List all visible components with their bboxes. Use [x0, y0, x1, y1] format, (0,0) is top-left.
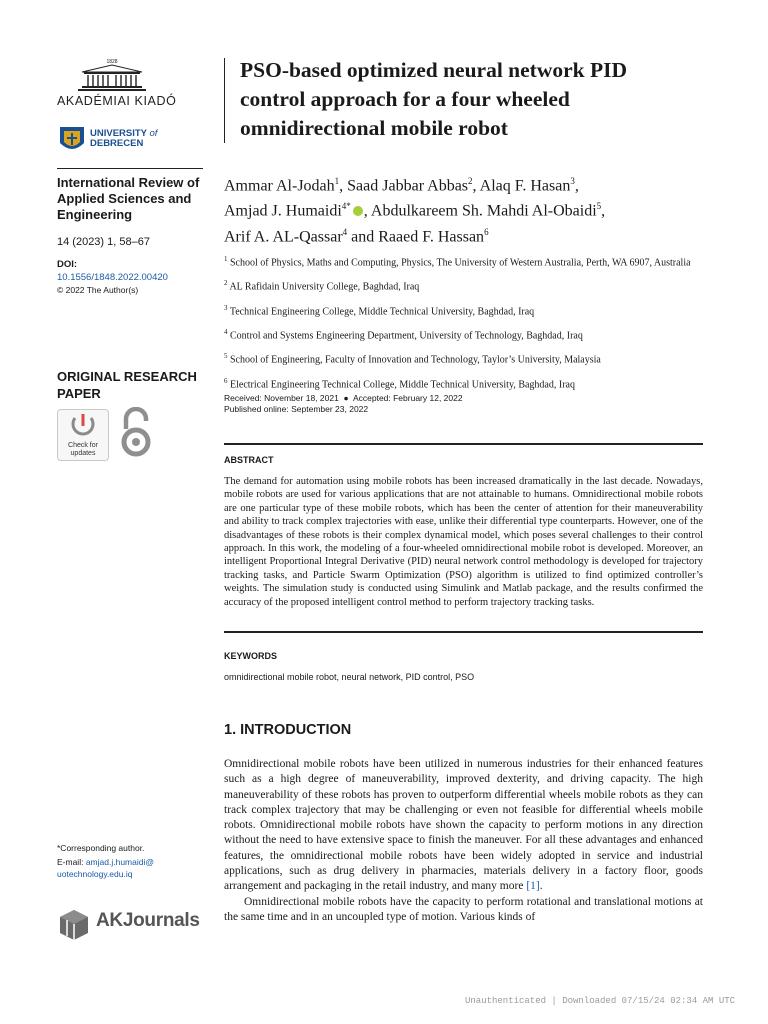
affiliation-item [224, 326, 704, 342]
author-name: Abdulkareem Sh. Mahdi Al-Obaidi [370, 202, 597, 220]
author-sup: 4* [341, 201, 351, 212]
affiliation-item [224, 277, 704, 293]
affiliation-text: School of Physics, Maths and Computing, Physics, The University of Western Australia, Perth, WA 6907, Australia [230, 257, 691, 269]
affiliation-item [224, 253, 704, 269]
journal-volume: 14 (2023) 1, 58–67 [57, 236, 150, 248]
affiliation-num: 4 [224, 327, 228, 336]
author-separator: , [339, 177, 348, 195]
article-dates: Received: November 18, 2021 ● Accepted: February 12, 2022 Published online: September 23, 2022 [224, 393, 694, 415]
publisher-name: AKADÉMIAI KIADÓ [57, 94, 177, 108]
affiliation-item [224, 375, 704, 391]
paper-title: PSO-based optimized neural network PID control approach for a four wheeled omnidirectional mobile robot [240, 58, 627, 140]
corresponding-author-label: *Corresponding author. [57, 843, 145, 853]
check-for-updates-badge[interactable] [57, 409, 109, 461]
author-list [224, 171, 694, 247]
open-access-icon [118, 407, 154, 459]
accepted-date: Accepted: February 12, 2022 [352, 393, 463, 403]
check-updates-line2: updates [70, 449, 96, 457]
affiliation-text: Electrical Engineering Technical College, Middle Technical University, Baghdad, Iraq [230, 378, 575, 390]
author-sup: 5 [596, 201, 602, 212]
paragraph: Omnidirectional mobile robots have been utilized in numerous industries for their enhanced features such as a high degree of maneuverability, improved dexterity, and driving capacity. The high maneuverability of these robots has proven to outperform differential wheels mobile robots as they can track complex trajectory that may be challenging or even not feasible for differential wheels mobile robots. Omnidirectional mobile robots have shown the capacity to perform motions in any direction without the need to have extensive space to finish the maneuver. For all these advantages and enhanced features, the omnidirectional mobile robots have been widely adopted in service and industrial applications, such as drug delivery in pharmacies, materials delivery in a factory floor, goods arrangement and packaging in the retail industry, and many more [1]. [224, 758, 703, 893]
author-name: Amjad J. Humaidi [224, 202, 342, 220]
author-separator: , [472, 177, 480, 195]
affiliation-num: 6 [224, 376, 228, 385]
abstract-text: The demand for automation using mobile robots has been increased dramatically in the last decade. Nowadays, mobile robots are used for various applications that are not attainable to humans. Omnidirectional mobile robots are one particular type of these mobile robots, which has been the center of attention for their maneuverability and ability to track complex trajectories with ease, unlike their differential type counterparts. However, one of the disadvantages of these robots is their complex dynamical model, which poses several challenges to their control approach. In this work, the modeling of a four-wheeled omnidirectional mobile robot is developed. Moreover, an intelligent Proportional Integral Derivative (PID) neural network control methodology is developed for trajectory tracking tasks, and Particle Swarm Optimization (PSO) algorithm is utilized to find optimized controller’s weights. The simulation study is conducted using Simulink and Matlab package, and the results confirmed the accuracy of the proposed intelligent control method to perform trajectory tracking tasks. [224, 476, 703, 608]
check-updates-line1: Check for [68, 442, 98, 449]
email-link-part2[interactable]: uotechnology.edu.iq [57, 869, 133, 879]
introduction-body [224, 757, 703, 925]
doi-label: DOI: [57, 259, 78, 270]
publisher-building-logo [60, 58, 164, 92]
publisher-year: 1828 [106, 59, 118, 65]
affiliation-text: AL Rafidain University College, Baghdad, Iraq [229, 281, 420, 293]
author-name: Saad Jabbar Abbas [347, 177, 469, 195]
check-updates-icon [58, 410, 108, 442]
affiliation-text: Control and Systems Engineering Department, University of Technology, Baghdad, Iraq [230, 330, 583, 342]
affiliation-num: 2 [224, 279, 228, 288]
university-name [90, 129, 157, 149]
affiliation-text: School of Engineering, Faculty of Innovation and Technology, Taylor’s University, Malaysia [230, 354, 601, 366]
copyright: © 2022 The Author(s) [57, 285, 139, 295]
keywords-list: omnidirectional mobile robot, neural network, PID control, PSO [224, 672, 475, 682]
orcid-icon[interactable] [353, 206, 363, 216]
author-name: Raaed F. Hassan [378, 227, 485, 245]
abstract-top-rule [224, 443, 703, 445]
affiliation-num: 1 [224, 255, 228, 263]
keywords-heading: KEYWORDS [224, 651, 278, 661]
author-name: Alaq F. Hasan [479, 177, 571, 195]
author-sup: 4 [342, 226, 348, 237]
author-separator: , [363, 202, 371, 220]
author-name: Ammar Al-Jodah [224, 177, 335, 195]
author-sup: 6 [484, 226, 489, 237]
abstract-bottom-rule [224, 631, 703, 633]
journal-title: International Review of Applied Sciences and Engineering [57, 175, 200, 222]
author-separator: and [347, 227, 379, 245]
akjournals-cube-icon [57, 908, 91, 942]
left-divider [57, 168, 203, 169]
paragraph-text: Omnidirectional mobile robots have been utilized in numerous industries for their enhanced features such as a high degree of maneuverability, improved dexterity, and driving capacity. The high maneuverability of these robots has proven to outperform differential wheels mobile robots as they can track complex trajectory that may be challenging or even not feasible for differential wheels mobile robots. Omnidirectional mobile robots have shown the capacity to perform motions in any direction without the need to have extensive space to finish the maneuver. For all these advantages and enhanced features, the omnidirectional mobile robots have been widely adopted in service and industrial applications, such as drug delivery in pharmacies, materials delivery in a factory floor, goods arrangement and packaging in the retail industry, and many more [224, 758, 703, 893]
author-name: Arif A. AL-Qassar [224, 227, 343, 245]
email-link-part1[interactable]: amjad.j.humaidi@ [85, 857, 154, 867]
article-type: ORIGINAL RESEARCH PAPER [57, 369, 197, 401]
affiliation-num: 5 [224, 352, 228, 361]
title-vertical-rule [224, 58, 225, 143]
affiliation-num: 3 [224, 303, 228, 312]
published-date: Published online: September 23, 2022 [224, 404, 369, 414]
affiliation-text: Technical Engineering College, Middle Technical University, Baghdad, Iraq [229, 305, 535, 317]
received-date: Received: November 18, 2021 [224, 393, 339, 403]
email-label: E-mail: [57, 857, 84, 867]
paragraph: Omnidirectional mobile robots have the capacity to perform rotational and translational motions at the same time and in an uncoupled type of motion. Various kinds of [224, 895, 703, 923]
university-line1: UNIVERSITY [90, 128, 147, 139]
affiliations [224, 253, 704, 399]
affiliation-item [224, 350, 704, 366]
author-sup: 2 [468, 176, 473, 186]
author-sup: 1 [334, 176, 340, 186]
university-line2: DEBRECEN [90, 138, 144, 149]
author-separator: , [601, 202, 606, 220]
affiliation-item [224, 302, 704, 318]
section-heading-introduction: 1. INTRODUCTION [224, 722, 352, 738]
download-notice: Unauthenticated | Downloaded 07/15/24 02:34 AM UTC [465, 996, 736, 1006]
akjournals-logo-text: AKJournals [96, 910, 200, 931]
university-of: of [149, 128, 158, 139]
author-separator: , [574, 177, 579, 195]
corresponding-email [57, 856, 207, 880]
abstract-heading: ABSTRACT [224, 455, 274, 465]
doi-link[interactable]: 10.1556/1848.2022.00420 [57, 272, 168, 283]
citation-link[interactable]: [1] [526, 880, 540, 893]
author-sup: 3 [570, 176, 575, 186]
